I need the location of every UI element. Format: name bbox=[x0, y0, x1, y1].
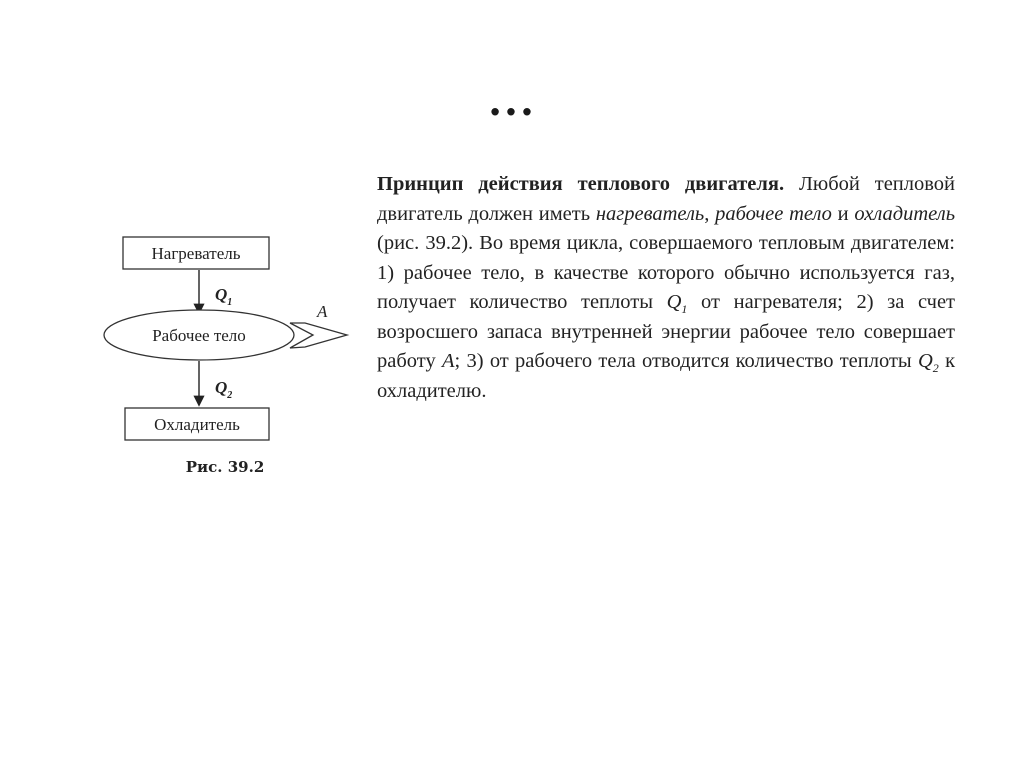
paragraph-heading: Принцип действия теплового двигателя. bbox=[377, 173, 785, 195]
symbol-q1: $Q_1$ bbox=[666, 291, 688, 317]
working-body-label: Рабочее тело bbox=[152, 326, 246, 345]
text-segment: Любой тепловой двигатель должен иметь bbox=[377, 173, 956, 225]
q1-label: $Q_1$ bbox=[215, 285, 233, 308]
term-working-body: рабочее тело bbox=[715, 202, 832, 225]
symbol-q2: $Q_2$ bbox=[917, 350, 939, 376]
text-segment: от нагревателя; 2) за счет возросшего запаса внутренней энергии рабочее тело совершает работу bbox=[377, 291, 956, 372]
body-paragraph bbox=[377, 170, 955, 406]
text-segment: , bbox=[704, 202, 710, 225]
cooler-label: Охладитель bbox=[154, 415, 240, 434]
text-segment: ; 3) от рабочего тела отводится количество теплоты bbox=[454, 350, 912, 372]
text-segment: к охладителю. bbox=[377, 350, 956, 402]
heat-engine-diagram bbox=[95, 230, 365, 490]
text-segment: (рис. 39.2). Во время цикла, совершаемого тепловым двигателем: 1) рабочее тело, в качестве которого обычно используется газ, получает количество теплоты bbox=[377, 232, 955, 313]
text-segment: и bbox=[837, 202, 849, 225]
figure-caption: Рис. 39.2 bbox=[185, 458, 265, 476]
term-cooler: охладитель bbox=[854, 202, 956, 225]
work-output-arrow bbox=[290, 323, 347, 348]
work-label: A bbox=[317, 302, 328, 321]
slide-title: ... bbox=[488, 78, 536, 125]
symbol-a: A bbox=[441, 350, 455, 372]
heater-label: Нагреватель bbox=[151, 244, 241, 263]
q2-label: $Q_2$ bbox=[215, 378, 233, 401]
term-heater: нагреватель bbox=[595, 202, 705, 225]
